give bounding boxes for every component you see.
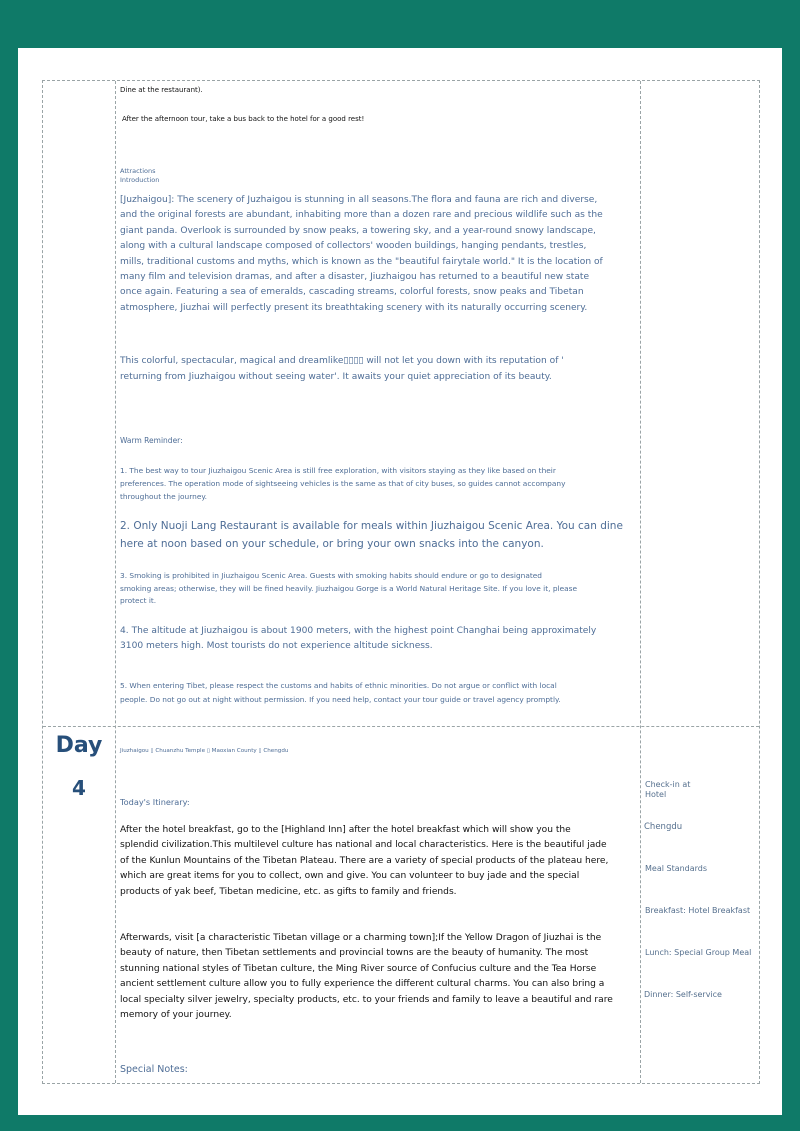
- dinner-info: Dinner: Self-service: [644, 990, 722, 999]
- colorful-paragraph: This colorful, spectacular, magical and dreamlike▯▯▯▯ will not let you down with its reputation of ' returning from Jiuzhaigou without seeing water'. It awaits your quiet appreciation of its beauty.: [120, 356, 564, 382]
- breakfast-info: Breakfast: Hotel Breakfast: [645, 906, 751, 915]
- dine-note: Dine at the restaurant).: [120, 86, 203, 94]
- document-page: [18, 48, 782, 1115]
- jiuzhaigou-intro: [Juzhaigou]: The scenery of Juzhaigou is stunning in all seasons.The flora and fauna are rich and diverse, and the original forests are abundant, inhabiting more than a dozen rare and precious wildlife such as the giant panda. Overlook is surrounded by snow peaks, a towering sky, and a year-round snowy landscape, along with a cultural landscape composed of collectors' wooden buildings, hanging pendants, trestles, mills, traditional customs and myths, which is known as the "beautiful fairytale world." It is the location of many film and television dramas, and after a disaster, Jiuzhaigou has returned to a beautiful new state once again. Featuring a sea of emeralds, cascading streams, colorful forests, snow peaks and Tibetan atmosphere, Jiuzhai will perfectly present its breathtaking scenery with its naturally occurring scenery.: [120, 195, 603, 313]
- itinerary-heading: Today's Itinerary:: [120, 797, 190, 807]
- warm-reminder-heading: Warm Reminder:: [120, 436, 183, 445]
- reminder-2: 2. Only Nuoji Lang Restaurant is available for meals within Jiuzhaigou Scenic Area. You can dine here at noon based on your schedule, or bring your own snacks into the canyon.: [120, 520, 623, 550]
- itinerary-paragraph-2: Afterwards, visit [a characteristic Tibetan village or a charming town];If the Yellow Dragon of Jiuzhai is the beauty of nature, then Tibetan settlements and provincial towns are the beauty of humanity. The most stunning national styles of Tibetan culture, the Ming River source of Confucius culture and the Tea Horse ancient settlement culture allow you to fully experience the different cultural charms. You can also bring a local specialty silver jewelry, specialty products, etc. to your friends and family to leave a beautiful and rare memory of your journey.: [120, 933, 613, 1021]
- attractions-heading: Attractions Introduction: [120, 167, 160, 184]
- reminder-1: 1. The best way to tour Jiuzhaigou Scenic Area is still free exploration, with visitors staying as they like based on their preferences. The operation mode of sightseeing vehicles is the same as that of city buses, so guides cannot accompany throughout the journey.: [120, 466, 566, 501]
- route-line: Jiuzhaigou ▯ Chuanzhu Temple ▯ Maoxian County ▯ Chengdu: [120, 748, 289, 754]
- reminder-5: 5. When entering Tibet, please respect the customs and habits of ethnic minorities. Do not argue or conflict with local people. Do not go out at night without permission. If you need help, contact your tour guide or travel agency promptly.: [120, 681, 561, 704]
- day-number: 4: [72, 776, 86, 800]
- day-label: Day: [55, 733, 103, 758]
- meal-standards-label: Meal Standards: [645, 864, 708, 873]
- checkin-city: Chengdu: [644, 822, 683, 832]
- column-divider-right: [640, 81, 641, 1083]
- special-notes-heading: Special Notes:: [120, 1064, 188, 1075]
- reminder-4: 4. The altitude at Jiuzhaigou is about 1900 meters, with the highest point Changhai being approximately 3100 meters high. Most tourists do not experience altitude sickness.: [120, 626, 597, 651]
- reminder-3: 3. Smoking is prohibited in Jiuzhaigou Scenic Area. Guests with smoking habits should endure or go to designated smoking areas; otherwise, they will be fined heavily. Jiuzhaigou Gorge is a World Natural Heritage Site. If you love it, please protect it.: [120, 571, 578, 605]
- itinerary-paragraph-1: After the hotel breakfast, go to the [Highland Inn] after the hotel breakfast which will show you the splendid civilization.This multilevel culture has national and local characteristics. Here is the beautiful jade of the Kunlun Mountains of the Tibetan Plateau. There are a variety of special products of the plateau here, which are great items for you to collect, own and give. You can volunteer to buy jade and the special products of yak beef, Tibetan medicine, etc. as gifts to family and friends.: [120, 825, 609, 897]
- afternoon-note: After the afternoon tour, take a bus back to the hotel for a good rest!: [122, 115, 365, 123]
- checkin-heading: Check-in at Hotel: [645, 780, 691, 799]
- lunch-info: Lunch: Special Group Meal: [645, 948, 752, 957]
- itinerary-table: [42, 80, 760, 1084]
- row-divider-day4: [43, 726, 759, 727]
- column-divider-left: [115, 81, 116, 1083]
